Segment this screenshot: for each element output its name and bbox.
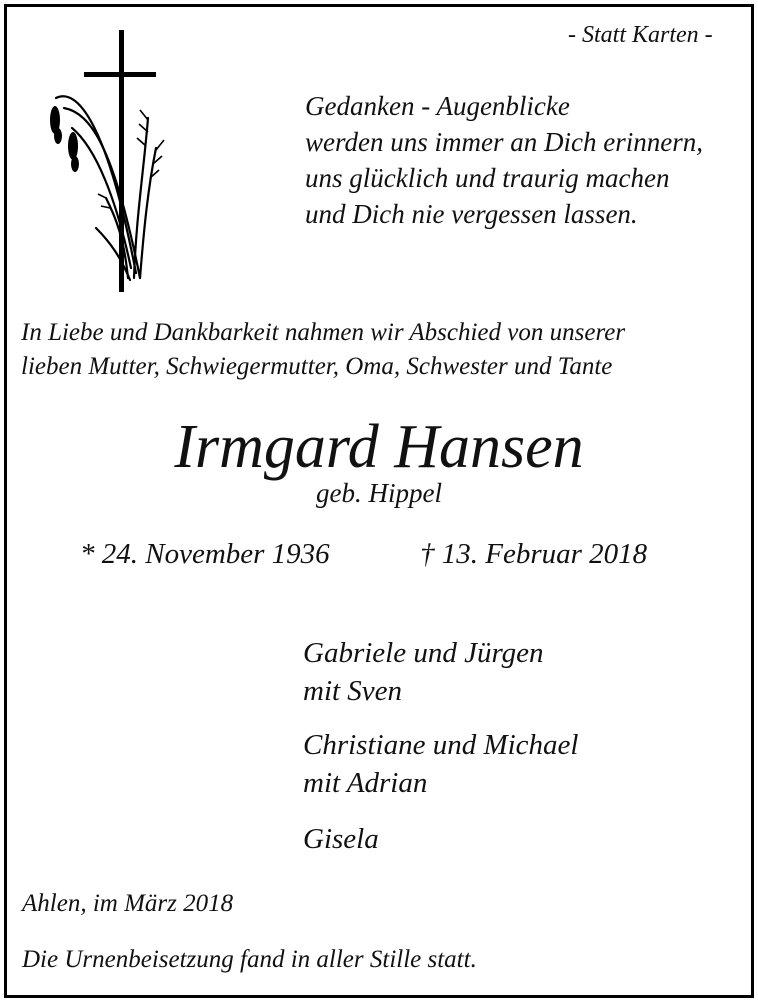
cross-with-grass-icon <box>36 28 166 296</box>
birth-date: * 24. November 1936 <box>80 538 330 570</box>
mourner-line: mit Adrian <box>303 767 428 799</box>
poem-line: uns glücklich und traurig machen <box>305 163 670 193</box>
deceased-name: Irmgard Hansen <box>174 413 584 481</box>
mourner-group <box>303 634 544 710</box>
header-note: - Statt Karten - <box>568 22 713 48</box>
intro-line: lieben Mutter, Schwiegermutter, Oma, Schwester und Tante <box>21 353 613 380</box>
maiden-name: geb. Hippel <box>316 478 442 508</box>
mourner-group <box>303 726 578 802</box>
mourner-line: Gabriele und Jürgen <box>303 637 544 669</box>
death-date: † 13. Februar 2018 <box>420 538 648 570</box>
intro-text <box>21 316 625 384</box>
mourner-line: mit Sven <box>303 675 403 707</box>
mourner-line: Gisela <box>303 823 379 855</box>
mourner-group <box>303 820 379 858</box>
poem-line: und Dich nie vergessen lassen. <box>305 199 638 229</box>
intro-line: In Liebe und Dankbarkeit nahmen wir Abschied von unserer <box>21 319 626 346</box>
poem <box>305 88 703 232</box>
poem-line: Gedanken - Augenblicke <box>305 91 570 121</box>
closing-note: Die Urnenbeisetzung fand in aller Stille statt. <box>22 946 477 973</box>
mourner-line: Christiane und Michael <box>303 729 579 761</box>
poem-line: werden uns immer an Dich erinnern, <box>305 127 703 157</box>
place-date: Ahlen, im März 2018 <box>22 890 234 917</box>
